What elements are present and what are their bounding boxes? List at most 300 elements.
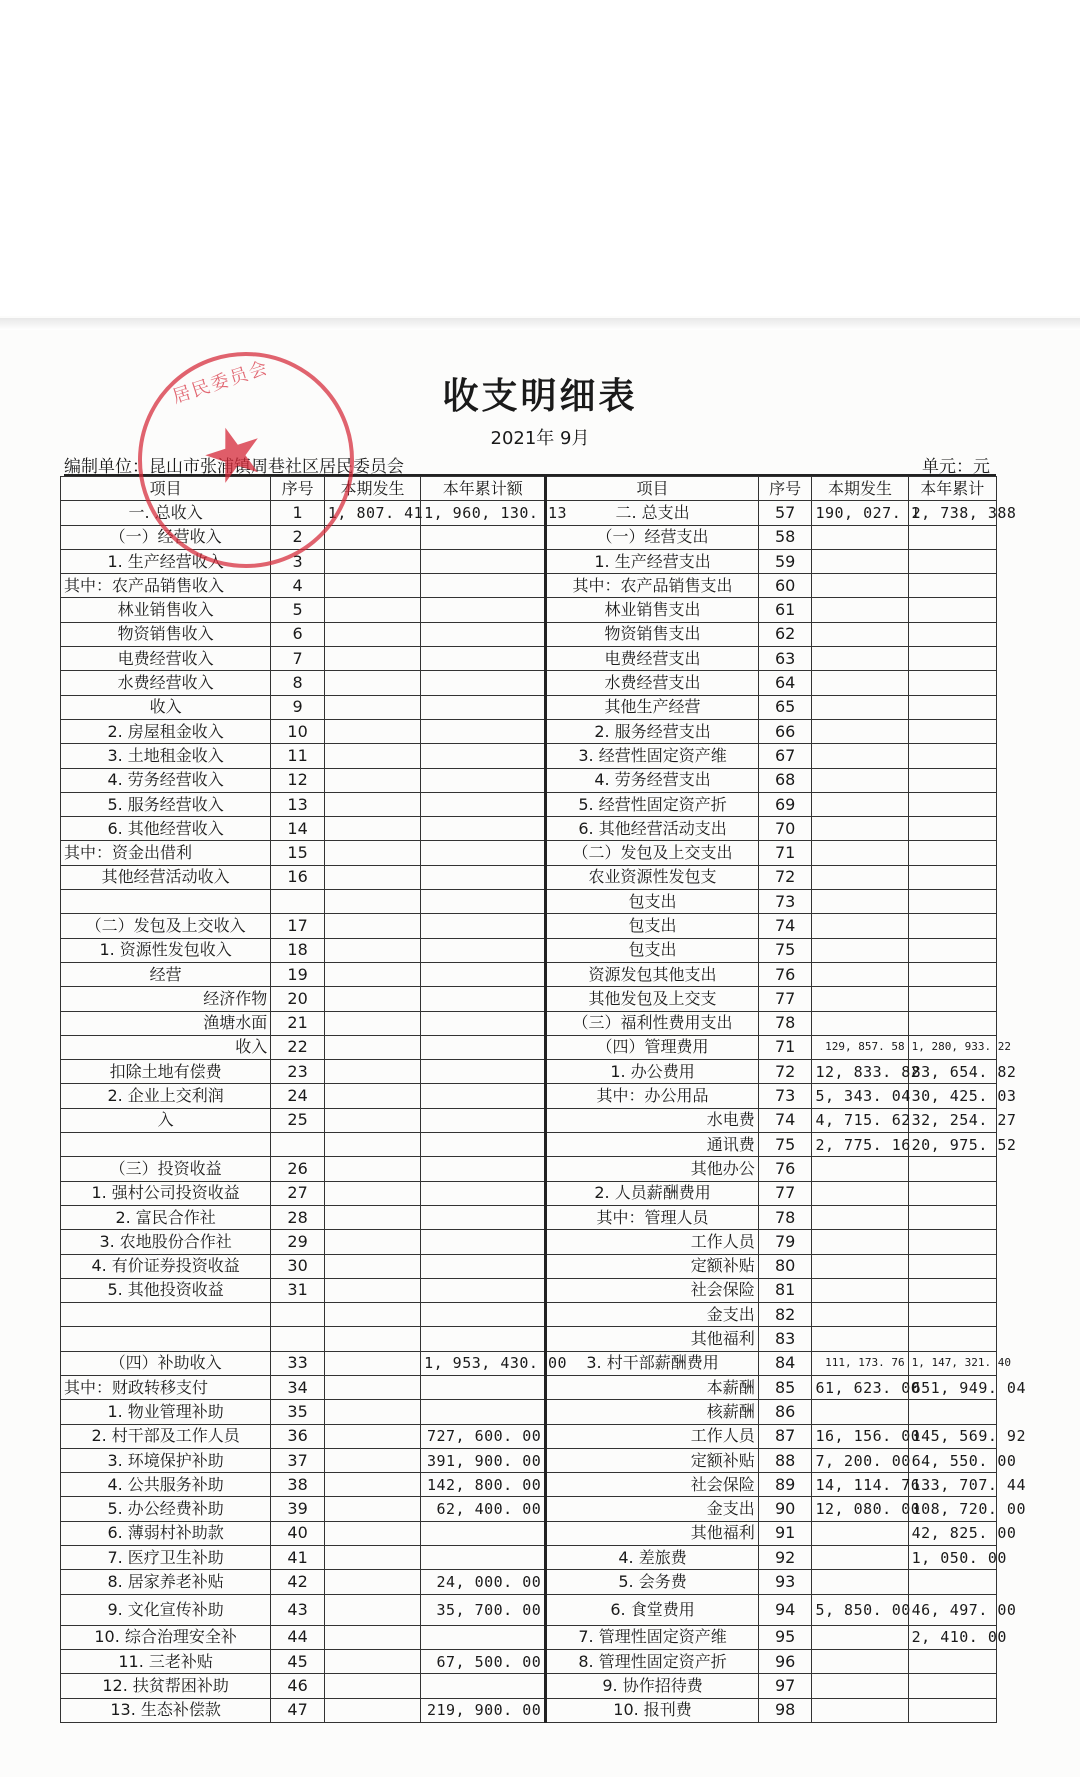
- amount-cell: [421, 768, 546, 792]
- amount-cell: [324, 695, 420, 719]
- amount-cell: 1, 960, 130. 13: [421, 501, 546, 525]
- income-item: 2. 村干部及工作人员: [61, 1424, 271, 1448]
- income-item: 3. 土地租金收入: [61, 744, 271, 768]
- amount-cell: [324, 841, 420, 865]
- income-item: 物资销售收入: [61, 622, 271, 646]
- seq-number: 93: [758, 1570, 812, 1594]
- amount-cell: [421, 647, 546, 671]
- seq-number: 38: [271, 1473, 325, 1497]
- table-row: [61, 549, 997, 573]
- seq-number: 23: [271, 1060, 325, 1084]
- scan-edge-shadow: [0, 318, 1080, 330]
- amount-cell: [324, 1497, 420, 1521]
- amount-cell: [908, 841, 996, 865]
- amount-cell: [908, 744, 996, 768]
- amount-cell: [812, 792, 908, 816]
- seq-number: 94: [758, 1594, 812, 1625]
- header-row: [61, 477, 997, 501]
- amount-cell: [421, 865, 546, 889]
- amount-cell: [324, 1521, 420, 1545]
- col-header: 序号: [271, 477, 325, 501]
- amount-cell: [812, 768, 908, 792]
- seq-number: 71: [758, 841, 812, 865]
- seq-number: 6: [271, 622, 325, 646]
- seq-number: 86: [758, 1400, 812, 1424]
- seq-number: 14: [271, 817, 325, 841]
- expense-item: 其中：农产品销售支出: [546, 574, 758, 598]
- seq-number: 24: [271, 1084, 325, 1108]
- seq-number: 88: [758, 1448, 812, 1472]
- seq-number: 40: [271, 1521, 325, 1545]
- amount-cell: 1, 050. 00: [908, 1546, 996, 1570]
- expense-item: 资源发包其他支出: [546, 962, 758, 986]
- income-item: 水费经营收入: [61, 671, 271, 695]
- amount-cell: [324, 1060, 420, 1084]
- seq-number: 70: [758, 817, 812, 841]
- amount-cell: [812, 622, 908, 646]
- expense-item: 金支出: [546, 1303, 758, 1327]
- amount-cell: [324, 1698, 420, 1722]
- table-row: [61, 574, 997, 598]
- seq-number: 46: [271, 1674, 325, 1698]
- table-row: [61, 1254, 997, 1278]
- amount-cell: [421, 1181, 546, 1205]
- amount-cell: [908, 525, 996, 549]
- amount-cell: [812, 1181, 908, 1205]
- amount-cell: [421, 792, 546, 816]
- seq-number: 26: [271, 1157, 325, 1181]
- seq-number: 96: [758, 1649, 812, 1673]
- income-item: 11. 三老补贴: [61, 1649, 271, 1673]
- seq-number: 80: [758, 1254, 812, 1278]
- income-item: 扣除土地有偿费: [61, 1060, 271, 1084]
- income-item: 1. 强村公司投资收益: [61, 1181, 271, 1205]
- amount-cell: [908, 938, 996, 962]
- amount-cell: [324, 1181, 420, 1205]
- seq-number: 64: [758, 671, 812, 695]
- amount-cell: [908, 1649, 996, 1673]
- income-item: 2. 房屋租金收入: [61, 719, 271, 743]
- star-icon: ★: [189, 403, 278, 504]
- amount-cell: [421, 1035, 546, 1059]
- seq-number: 73: [758, 890, 812, 914]
- seq-number: [271, 1303, 325, 1327]
- seq-number: 61: [758, 598, 812, 622]
- amount-cell: [324, 1011, 420, 1035]
- seq-number: 72: [758, 1060, 812, 1084]
- table-row: [61, 987, 997, 1011]
- seq-number: 98: [758, 1698, 812, 1722]
- amount-cell: [812, 719, 908, 743]
- seq-number: [271, 1133, 325, 1157]
- amount-cell: [421, 1521, 546, 1545]
- amount-cell: [324, 1327, 420, 1351]
- amount-cell: [908, 768, 996, 792]
- expense-item: 金支出: [546, 1497, 758, 1521]
- income-item: 5. 办公经费补助: [61, 1497, 271, 1521]
- amount-cell: [421, 1546, 546, 1570]
- seq-number: 20: [271, 987, 325, 1011]
- income-item: 6. 薄弱村补助款: [61, 1521, 271, 1545]
- seq-number: 73: [758, 1084, 812, 1108]
- expense-item: 通讯费: [546, 1133, 758, 1157]
- table-row: [61, 647, 997, 671]
- table-row: [61, 1649, 997, 1673]
- seq-number: 27: [271, 1181, 325, 1205]
- amount-cell: 7, 200. 00: [812, 1448, 908, 1472]
- amount-cell: [324, 1205, 420, 1229]
- amount-cell: [812, 1327, 908, 1351]
- seq-number: 90: [758, 1497, 812, 1521]
- table-row: [61, 1448, 997, 1472]
- amount-cell: 20, 975. 52: [908, 1133, 996, 1157]
- seq-number: 82: [758, 1303, 812, 1327]
- amount-cell: [324, 1448, 420, 1472]
- table-row: [61, 695, 997, 719]
- expense-item: 7. 管理性固定资产维: [546, 1625, 758, 1649]
- amount-cell: [908, 987, 996, 1011]
- expense-item: 物资销售支出: [546, 622, 758, 646]
- table-row: [61, 1230, 997, 1254]
- seq-number: 13: [271, 792, 325, 816]
- table-row: [61, 1674, 997, 1698]
- seq-number: 31: [271, 1278, 325, 1302]
- amount-cell: 651, 949. 04: [908, 1375, 996, 1399]
- seq-number: [271, 1327, 325, 1351]
- ledger-body: [61, 501, 1026, 1723]
- expense-item: 二. 总支出: [546, 501, 758, 525]
- amount-cell: [324, 1375, 420, 1399]
- amount-cell: 108, 720. 00: [908, 1497, 996, 1521]
- seq-number: 5: [271, 598, 325, 622]
- amount-cell: [908, 1230, 996, 1254]
- amount-cell: [421, 841, 546, 865]
- table-row: [61, 962, 997, 986]
- amount-cell: [324, 890, 420, 914]
- amount-cell: [421, 1230, 546, 1254]
- expense-item: 工作人员: [546, 1424, 758, 1448]
- income-item: 渔塘水面: [61, 1011, 271, 1035]
- amount-cell: [324, 1473, 420, 1497]
- amount-cell: [324, 744, 420, 768]
- amount-cell: [812, 1546, 908, 1570]
- table-row: [61, 1205, 997, 1229]
- income-item: [61, 1327, 271, 1351]
- seq-number: 76: [758, 962, 812, 986]
- seq-number: 68: [758, 768, 812, 792]
- seq-number: 28: [271, 1205, 325, 1229]
- amount-cell: [324, 574, 420, 598]
- amount-cell: [908, 574, 996, 598]
- expense-item: 其他福利: [546, 1327, 758, 1351]
- unit-label: 单元：元: [922, 457, 990, 477]
- amount-cell: 129, 857. 58: [812, 1035, 908, 1059]
- amount-cell: 4, 715. 62: [812, 1108, 908, 1132]
- amount-cell: [908, 549, 996, 573]
- amount-cell: [812, 865, 908, 889]
- amount-cell: [324, 1278, 420, 1302]
- ledger-table: [60, 476, 1026, 1723]
- amount-cell: [324, 622, 420, 646]
- amount-cell: 2, 775. 16: [812, 1133, 908, 1157]
- amount-cell: [908, 598, 996, 622]
- amount-cell: [812, 695, 908, 719]
- table-row: [61, 1625, 997, 1649]
- table-row: [61, 768, 997, 792]
- table-row: [61, 1181, 997, 1205]
- table-row: [61, 598, 997, 622]
- seq-number: 25: [271, 1108, 325, 1132]
- income-item: 4. 有价证券投资收益: [61, 1254, 271, 1278]
- amount-cell: [812, 841, 908, 865]
- amount-cell: [421, 1674, 546, 1698]
- table-row: [61, 914, 997, 938]
- amount-cell: [421, 817, 546, 841]
- amount-cell: [812, 938, 908, 962]
- amount-cell: [812, 1254, 908, 1278]
- table-row: [61, 501, 997, 525]
- amount-cell: [421, 695, 546, 719]
- amount-cell: 190, 027. 1: [812, 501, 908, 525]
- income-item: 5. 服务经营收入: [61, 792, 271, 816]
- table-row: [61, 671, 997, 695]
- income-item: 入: [61, 1108, 271, 1132]
- seq-number: 9: [271, 695, 325, 719]
- amount-cell: [324, 1254, 420, 1278]
- income-item: 4. 公共服务补助: [61, 1473, 271, 1497]
- table-row: [61, 1473, 997, 1497]
- seq-number: 91: [758, 1521, 812, 1545]
- amount-cell: 1, 953, 430. 00: [421, 1351, 546, 1375]
- income-item: 8. 居家养老补贴: [61, 1570, 271, 1594]
- amount-cell: [908, 1157, 996, 1181]
- seq-number: 8: [271, 671, 325, 695]
- amount-cell: [324, 987, 420, 1011]
- amount-cell: [908, 1570, 996, 1594]
- amount-cell: [421, 1133, 546, 1157]
- income-item: [61, 1303, 271, 1327]
- amount-cell: [812, 962, 908, 986]
- seq-number: 83: [758, 1327, 812, 1351]
- expense-item: 其中：管理人员: [546, 1205, 758, 1229]
- amount-cell: [812, 1674, 908, 1698]
- income-item: 一. 总收入: [61, 501, 271, 525]
- income-item: 7. 医疗卫生补助: [61, 1546, 271, 1570]
- expense-item: 其他发包及上交支: [546, 987, 758, 1011]
- amount-cell: 5, 343. 04: [812, 1084, 908, 1108]
- expense-item: 5. 会务费: [546, 1570, 758, 1594]
- page-title: 收支明细表: [442, 375, 638, 417]
- expense-item: 1. 办公费用: [546, 1060, 758, 1084]
- table-row: [61, 525, 997, 549]
- seq-number: 78: [758, 1011, 812, 1035]
- amount-cell: [908, 1400, 996, 1424]
- seq-number: 87: [758, 1424, 812, 1448]
- amount-cell: [908, 817, 996, 841]
- income-item: （一）经营收入: [61, 525, 271, 549]
- table-row: [61, 1108, 997, 1132]
- seq-number: 79: [758, 1230, 812, 1254]
- amount-cell: [324, 1674, 420, 1698]
- table-row: [61, 1594, 997, 1625]
- income-item: 经营: [61, 962, 271, 986]
- seq-number: 78: [758, 1205, 812, 1229]
- seq-number: 57: [758, 501, 812, 525]
- amount-cell: [812, 525, 908, 549]
- expense-item: 农业资源性发包支: [546, 865, 758, 889]
- amount-cell: [421, 719, 546, 743]
- table-row: [61, 1060, 997, 1084]
- seq-number: 37: [271, 1448, 325, 1472]
- amount-cell: [421, 962, 546, 986]
- amount-cell: [324, 549, 420, 573]
- org-line: [64, 452, 996, 476]
- amount-cell: 12, 833. 82: [812, 1060, 908, 1084]
- amount-cell: [324, 719, 420, 743]
- amount-cell: [908, 1181, 996, 1205]
- amount-cell: [812, 1625, 908, 1649]
- seq-number: 69: [758, 792, 812, 816]
- seq-number: 29: [271, 1230, 325, 1254]
- expense-item: 林业销售支出: [546, 598, 758, 622]
- amount-cell: 219, 900. 00: [421, 1698, 546, 1722]
- table-row: [61, 1521, 997, 1545]
- table-row: [61, 1157, 997, 1181]
- expense-item: 6. 食堂费用: [546, 1594, 758, 1625]
- table-row: [61, 817, 997, 841]
- amount-cell: [908, 1278, 996, 1302]
- table-row: [61, 719, 997, 743]
- expense-item: 10. 报刊费: [546, 1698, 758, 1722]
- expense-item: 4. 劳务经营支出: [546, 768, 758, 792]
- amount-cell: [812, 1649, 908, 1673]
- expense-item: 定额补贴: [546, 1448, 758, 1472]
- seq-number: 18: [271, 938, 325, 962]
- amount-cell: [908, 1303, 996, 1327]
- col-header: 本年累计额: [421, 477, 546, 501]
- table-row: [61, 1084, 997, 1108]
- amount-cell: [908, 1327, 996, 1351]
- amount-cell: [908, 792, 996, 816]
- expense-item: 3. 经营性固定资产维: [546, 744, 758, 768]
- seq-number: 95: [758, 1625, 812, 1649]
- seq-number: 10: [271, 719, 325, 743]
- expense-item: （二）发包及上交支出: [546, 841, 758, 865]
- table-row: [61, 1375, 997, 1399]
- amount-cell: 2, 410. 00: [908, 1625, 996, 1649]
- expense-item: 电费经营支出: [546, 647, 758, 671]
- amount-cell: [421, 525, 546, 549]
- seq-number: 19: [271, 962, 325, 986]
- income-item: （四）补助收入: [61, 1351, 271, 1375]
- expense-item: 工作人员: [546, 1230, 758, 1254]
- expense-item: 包支出: [546, 914, 758, 938]
- amount-cell: [908, 695, 996, 719]
- amount-cell: [908, 647, 996, 671]
- income-item: [61, 890, 271, 914]
- amount-cell: [324, 817, 420, 841]
- amount-cell: [324, 1594, 420, 1625]
- amount-cell: [421, 1157, 546, 1181]
- col-header: 项目: [546, 477, 758, 501]
- income-item: 4. 劳务经营收入: [61, 768, 271, 792]
- amount-cell: [324, 1084, 420, 1108]
- table-row: [61, 1570, 997, 1594]
- income-item: 1. 生产经营收入: [61, 549, 271, 573]
- expense-item: 9. 协作招待费: [546, 1674, 758, 1698]
- table-row: [61, 1400, 997, 1424]
- amount-cell: [812, 1278, 908, 1302]
- amount-cell: 61, 623. 00: [812, 1375, 908, 1399]
- amount-cell: [421, 1254, 546, 1278]
- seq-number: 30: [271, 1254, 325, 1278]
- table-row: [61, 1327, 997, 1351]
- expense-item: 2. 服务经营支出: [546, 719, 758, 743]
- amount-cell: [324, 1157, 420, 1181]
- table-row: [61, 938, 997, 962]
- seq-number: 21: [271, 1011, 325, 1035]
- amount-cell: [908, 671, 996, 695]
- seq-number: 63: [758, 647, 812, 671]
- amount-cell: [421, 598, 546, 622]
- amount-cell: 67, 500. 00: [421, 1649, 546, 1673]
- expense-item: （四）管理费用: [546, 1035, 758, 1059]
- expense-item: 核薪酬: [546, 1400, 758, 1424]
- col-header: 本期发生: [324, 477, 420, 501]
- amount-cell: 30, 425. 03: [908, 1084, 996, 1108]
- amount-cell: [421, 1108, 546, 1132]
- income-item: 9. 文化宣传补助: [61, 1594, 271, 1625]
- income-item: 其他经营活动收入: [61, 865, 271, 889]
- amount-cell: [324, 1625, 420, 1649]
- amount-cell: [324, 962, 420, 986]
- seq-number: 4: [271, 574, 325, 598]
- col-header: 本期发生: [812, 477, 908, 501]
- amount-cell: [324, 647, 420, 671]
- income-item: 10. 综合治理安全补: [61, 1625, 271, 1649]
- amount-cell: 62, 400. 00: [421, 1497, 546, 1521]
- expense-item: 社会保险: [546, 1473, 758, 1497]
- income-item: 13. 生态补偿款: [61, 1698, 271, 1722]
- expense-item: 4. 差旅费: [546, 1546, 758, 1570]
- amount-cell: 1, 280, 933. 22: [908, 1035, 996, 1059]
- col-header: 项目: [61, 477, 271, 501]
- table-row: [61, 890, 997, 914]
- amount-cell: [812, 1570, 908, 1594]
- amount-cell: [324, 525, 420, 549]
- amount-cell: 35, 700. 00: [421, 1594, 546, 1625]
- expense-item: 2. 人员薪酬费用: [546, 1181, 758, 1205]
- seq-number: 47: [271, 1698, 325, 1722]
- income-item: 其中：财政转移支付: [61, 1375, 271, 1399]
- seq-number: 41: [271, 1546, 325, 1570]
- seal-text: 居民委员会: [170, 357, 272, 408]
- income-item: 3. 农地股份合作社: [61, 1230, 271, 1254]
- expense-item: 本薪酬: [546, 1375, 758, 1399]
- seq-number: 62: [758, 622, 812, 646]
- amount-cell: 133, 707. 44: [908, 1473, 996, 1497]
- amount-cell: [421, 744, 546, 768]
- seq-number: 39: [271, 1497, 325, 1521]
- amount-cell: [421, 1303, 546, 1327]
- org-label: 编制单位：昆山市张浦镇周巷社区居民委员会: [64, 457, 404, 477]
- amount-cell: [812, 574, 908, 598]
- seq-number: 33: [271, 1351, 325, 1375]
- col-header: 本年累计: [908, 477, 996, 501]
- amount-cell: [908, 890, 996, 914]
- income-item: 2. 富民合作社: [61, 1205, 271, 1229]
- expense-item: （一）经营支出: [546, 525, 758, 549]
